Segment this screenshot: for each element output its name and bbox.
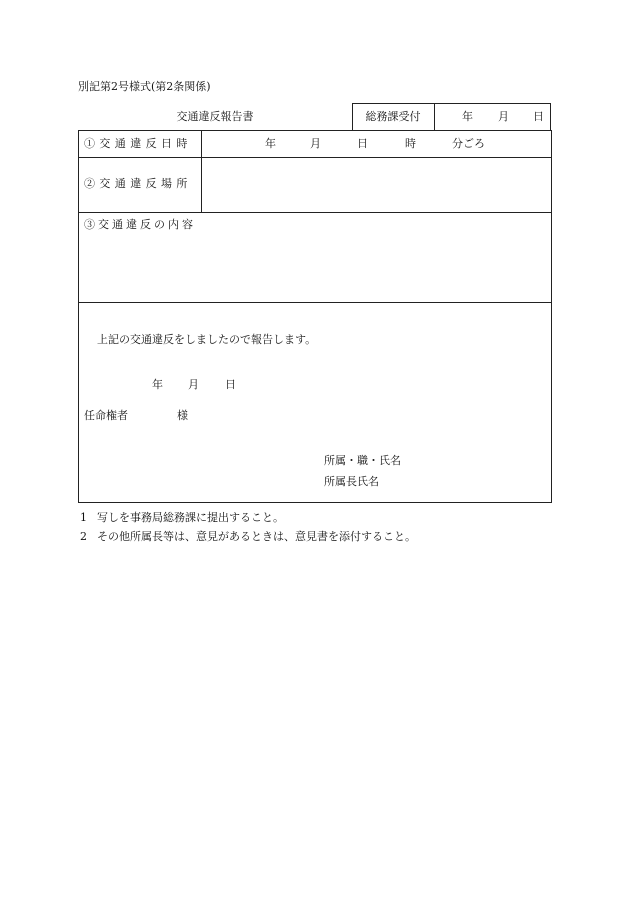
note-number: 2: [80, 530, 87, 543]
reception-day: 日: [533, 110, 544, 123]
violation-year: 年: [265, 137, 276, 150]
note-text: 写しを事務局総務課に提出すること。: [97, 511, 284, 524]
violation-content-label: ③交通違反の内容: [84, 218, 196, 231]
violation-datetime-label: ①交通違反日時: [84, 137, 192, 150]
reception-year: 年: [462, 110, 473, 123]
row-divider-3: [78, 302, 551, 303]
report-year: 年: [152, 378, 163, 391]
row-divider-1: [78, 157, 551, 158]
reception-divider: [434, 103, 435, 130]
form-reference: 別記第2号様式(第2条関係): [78, 80, 211, 93]
report-day: 日: [225, 378, 236, 391]
violation-minute: 分ごろ: [452, 137, 485, 150]
note-number: 1: [80, 511, 87, 524]
supervisor-label: 所属長氏名: [324, 475, 379, 488]
violation-month: 月: [310, 137, 321, 150]
violation-day: 日: [357, 137, 368, 150]
reception-label: 総務課受付: [365, 110, 421, 123]
violation-place-label: ②交通違反場所: [84, 177, 192, 190]
report-month: 月: [188, 378, 199, 391]
recipient-suffix: 様: [177, 409, 188, 422]
affiliation-label: 所属・職・氏名: [324, 454, 401, 467]
label-column-divider: [201, 130, 202, 212]
row-divider-2: [78, 212, 551, 213]
reception-month: 月: [498, 110, 509, 123]
form-title: 交通違反報告書: [176, 110, 254, 123]
report-statement: 上記の交通違反をしましたので報告します。: [97, 333, 317, 346]
note-text: その他所属長等は、意見があるときは、意見書を添付すること。: [97, 530, 416, 543]
violation-hour: 時: [405, 137, 416, 150]
recipient-label: 任命権者: [84, 409, 128, 422]
